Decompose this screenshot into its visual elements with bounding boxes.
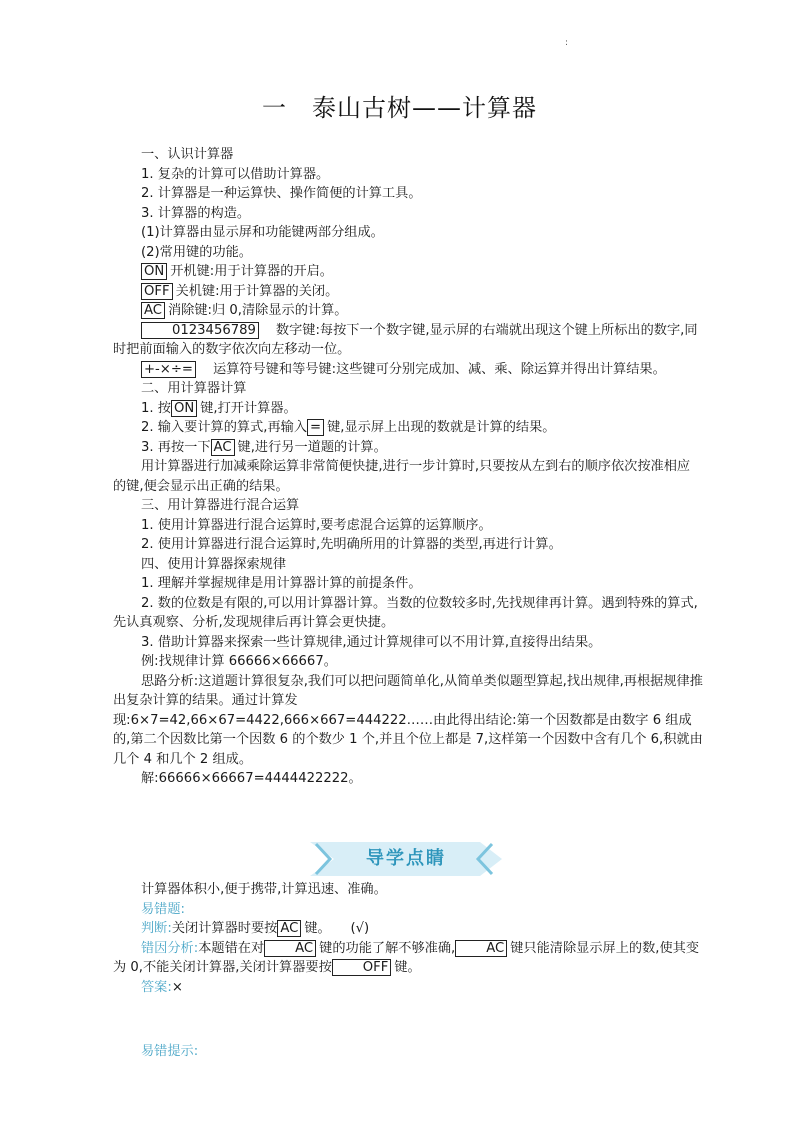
ac-key-label: AC (141, 302, 165, 319)
step-line (113, 399, 703, 419)
key-row-on (113, 262, 703, 282)
key-description: 开机键:用于计算器的开启。 (170, 264, 333, 279)
corner-mark: : (565, 38, 569, 48)
reason-text: 本题错在对 (198, 940, 265, 956)
judge-line (113, 919, 703, 939)
reason-text: 键只能清除显示屏上的数,使其变为 0,不能关闭计算器,关闭计算器要按 (113, 940, 700, 975)
key-row-off (113, 282, 703, 302)
step-text: 2. 输入要计算的算式,再输入 (141, 420, 308, 435)
key-description: 关机键:用于计算器的关闭。 (175, 283, 339, 299)
text-line: 1. 复杂的计算可以借助计算器。 (141, 166, 330, 182)
on-key-label: ON (171, 400, 197, 417)
section-heading: 一、认识计算器 (141, 147, 234, 162)
key-row-operators (113, 360, 703, 380)
section-heading: 二、用计算器计算 (141, 381, 247, 396)
example-line: 例:找规律计算 66666×66667。 (141, 654, 337, 669)
step-text: 键,显示屏上出现的数就是计算的结果。 (327, 420, 556, 435)
section-heading: 四、使用计算器探索规律 (141, 556, 287, 572)
error-label: 易错题: (141, 901, 186, 917)
text-line: (1)计算器由显示屏和功能键两部分组成。 (141, 225, 384, 240)
judge-text: 键。 (√) (304, 921, 370, 936)
step-text: 键,进行另一道题的计算。 (237, 439, 387, 455)
section-heading: 三、用计算器进行混合运算 (141, 498, 300, 513)
reason-text: 键的功能了解不够准确, (319, 940, 456, 956)
judge-label: 判断: (141, 921, 172, 936)
step-line (113, 418, 703, 438)
judge-text: 关闭计算器时要按 (171, 921, 278, 936)
answer-label: 答案: (141, 979, 172, 995)
text-line: 1. 使用计算器进行混合运算时,要考虑混合运算的运算顺序。 (141, 517, 492, 533)
banner-title: 导学点睛 (366, 848, 446, 869)
reason-text: 键。 (394, 960, 421, 975)
key-row-digits (113, 321, 703, 360)
step-text: 1. 按 (141, 400, 171, 416)
section-banner (310, 840, 502, 878)
step-line (113, 438, 703, 458)
solution-line: 解:66666×66667=4444422222。 (141, 771, 362, 786)
lesson-body (113, 145, 703, 789)
text-line: 3. 借助计算器来探索一些计算规律,通过计算规律可以不用计算,直接得出结果。 (141, 634, 602, 650)
key-description: 运算符号键和等号键:这些键可分别完成加、减、乘、除运算并得出计算结果。 (212, 361, 666, 377)
answer-line (113, 978, 703, 998)
text-line: 2. 使用计算器进行混合运算时,先明确所用的计算器的类型,再进行计算。 (141, 537, 562, 552)
operator-key-label: +-×÷= (141, 361, 196, 378)
key-description: 数字键:每按下一个数字键,显示屏的右端就出现这个键上所标出的数字,同时把前面输入的数字依次向左移动一位。 (113, 322, 698, 357)
ac-key-label: AC (277, 920, 301, 937)
analysis-continuation: 现:6×7=42,66×67=4422,666×667=444222……由此得出结论:第一个因数都是由数字 6 组成的,第二个因数比第一个因数 6 的个数少 1 个,并且个位上都是 7,这样第一个因数中含有几个 6,积就由几个 4 和几个 2 组成。 (113, 712, 703, 767)
off-key-label: OFF (141, 283, 173, 300)
on-key-label: ON (141, 263, 167, 280)
text-line: (2)常用键的功能。 (141, 244, 252, 260)
ac-key-label: AC (264, 940, 316, 957)
reason-label: 错因分析: (141, 940, 199, 956)
off-key-label: OFF (332, 959, 392, 976)
paragraph: 2. 数的位数是有限的,可以用计算器计算。当数的位数较多时,先找规律再计算。遇到特殊的算式,先认真观察、分析,发现规律后再计算会更快捷。 (113, 595, 698, 630)
step-text: 键,打开计算器。 (200, 400, 297, 416)
text-line: 2. 计算器是一种运算快、操作简便的计算工具。 (141, 186, 422, 201)
text-line: 1. 理解并掌握规律是用计算器计算的前提条件。 (141, 576, 422, 591)
key-description: 消除键:归 0,清除显示的计算。 (168, 303, 348, 318)
summary-line: 计算器体积小,便于携带,计算迅速、准确。 (141, 882, 387, 897)
page-title: 一 泰山古树——计算器 (262, 94, 537, 122)
hint-label: 易错提示: (141, 1044, 199, 1059)
equals-key-label: = (307, 419, 324, 436)
reason-paragraph (113, 939, 703, 978)
ac-key-label: AC (455, 940, 507, 957)
digit-key-label: 0123456789 (141, 322, 259, 339)
answer-value: × (171, 979, 183, 995)
analysis-paragraph: 思路分析:这道题计算很复杂,我们可以把问题简单化,从简单类似题型算起,找出规律,再根据规律推出复杂计算的结果。通过计算发 (113, 673, 703, 708)
step-text: 3. 再按一下 (141, 439, 211, 455)
text-line: 3. 计算器的构造。 (141, 205, 251, 221)
tips-section (113, 880, 703, 997)
paragraph: 用计算器进行加减乘除运算非常简便快捷,进行一步计算时,只要按从左到右的顺序依次按准相应的键,便会显示出正确的结果。 (113, 459, 691, 494)
ac-key-label: AC (211, 439, 235, 456)
key-row-ac (113, 301, 703, 321)
